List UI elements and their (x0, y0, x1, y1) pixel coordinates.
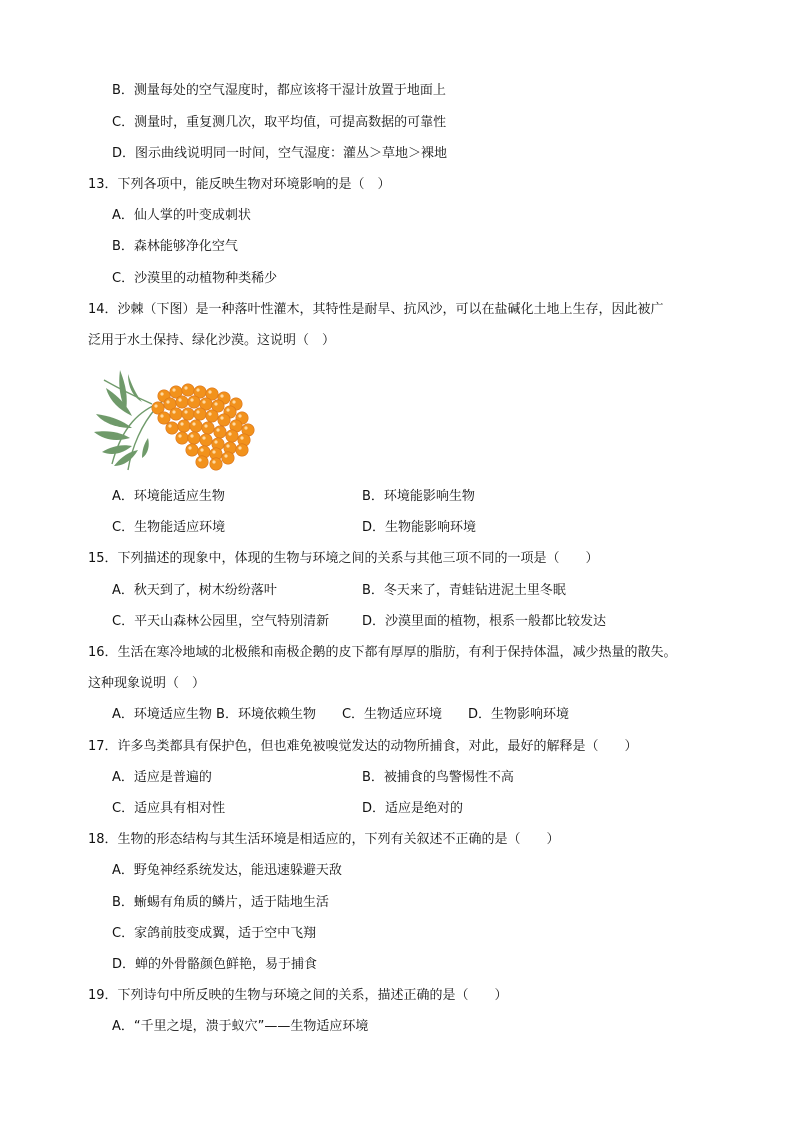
berry (176, 396, 188, 408)
q13-option-b: B．森林能够净化空气 (112, 239, 238, 254)
q14-stem-line1: 14．沙棘（下图）是一种落叶性灌木，其特性是耐旱、抗风沙，可以在盐碱化土地上生存，因此被广 (88, 302, 664, 317)
berry (200, 434, 212, 446)
berry-highlight (220, 416, 223, 419)
q17-option-c: C．适应具有相对性 (112, 801, 226, 816)
q12-option-c: C．测量时，重复测几次，取平均值，可提高数据的可靠性 (112, 115, 447, 130)
q14-option-c: C．生物能适应环境 (112, 520, 226, 535)
berry-highlight (208, 412, 211, 415)
berry-cluster (152, 384, 254, 470)
q18-option-d: D．蝉的外骨骼颜色鲜艳，易于捕食 (112, 957, 318, 972)
berry (194, 408, 206, 420)
berry-highlight (232, 400, 235, 403)
q15-option-d: D．沙漠里面的植物，根系一般都比较发达 (362, 614, 607, 629)
q18-option-a: A．野兔神经系统发达，能迅速躲避天敌 (112, 863, 342, 878)
q13-option-c: C．沙漠里的动植物种类稀少 (112, 271, 278, 286)
q17-option-d: D．适应是绝对的 (362, 801, 464, 816)
berry (178, 420, 190, 432)
berry-highlight (160, 392, 163, 395)
q17-option-b: B．被捕食的鸟警惕性不高 (362, 770, 514, 785)
berry (202, 422, 214, 434)
berry-highlight (184, 386, 187, 389)
q14-option-b: B．环境能影响生物 (362, 489, 475, 504)
berry-highlight (188, 446, 191, 449)
berry-highlight (168, 424, 171, 427)
q18-option-b: B．蜥蜴有角质的鳞片，适于陆地生活 (112, 895, 329, 910)
berry-highlight (202, 436, 205, 439)
berry (214, 426, 226, 438)
berry-highlight (208, 390, 211, 393)
q18-stem: 18．生物的形态结构与其生活环境是相适应的，下列有关叙述不正确的是（ ） (88, 832, 560, 847)
berry-highlight (154, 404, 157, 407)
q16-options: A．环境适应生物 B．环境依赖生物 C．生物适应环境 D．生物影响环境 (112, 707, 570, 722)
berry-highlight (196, 388, 199, 391)
berry-highlight (180, 422, 183, 425)
berry (176, 432, 188, 444)
berry (236, 444, 248, 456)
q12-option-b: B．测量每处的空气湿度时，都应该将干湿计放置于地面上 (112, 83, 446, 98)
berry-highlight (240, 436, 243, 439)
berry-highlight (178, 434, 181, 437)
berry (188, 432, 200, 444)
q19-stem: 19．下列诗句中所反映的生物与环境之间的关系，描述正确的是（ ） (88, 988, 508, 1003)
q14-option-a: A．环境能适应生物 (112, 489, 225, 504)
berry-highlight (226, 444, 229, 447)
berry (182, 408, 194, 420)
berry-highlight (172, 410, 175, 413)
q15-stem: 15．下列描述的现象中，体现的生物与环境之间的关系与其他三项不同的一项是（ ） (88, 551, 599, 566)
sea-buckthorn-berries-icon (92, 366, 258, 478)
berry-highlight (212, 450, 215, 453)
berry-highlight (196, 410, 199, 413)
q12-option-d: D．图示曲线说明同一时间，空气湿度：灌丛＞草地＞裸地 (112, 146, 448, 161)
berry-highlight (232, 422, 235, 425)
berry-highlight (160, 414, 163, 417)
q13-stem: 13．下列各项中，能反映生物对环境影响的是（ ） (88, 177, 391, 192)
berry-highlight (226, 408, 229, 411)
berry-highlight (200, 448, 203, 451)
q13-option-a: A．仙人掌的叶变成刺状 (112, 208, 251, 223)
berry (170, 408, 182, 420)
q17-stem: 17．许多鸟类都具有保护色，但也难免被嗅觉发达的动物所捕食，对此，最好的解释是（ ） (88, 739, 638, 754)
q14-stem-line2: 泛用于水土保持、绿化沙漠。这说明（ ） (88, 333, 336, 348)
q16-stem-line2: 这种现象说明（ ） (88, 676, 206, 691)
sea-buckthorn-image (92, 366, 258, 478)
berry-highlight (198, 458, 201, 461)
berry-highlight (166, 400, 169, 403)
q16-stem-line1: 16．生活在寒冷地域的北极熊和南极企鹅的皮下都有厚厚的脂肪，有利于保持体温，减少热量的散失。 (88, 645, 677, 660)
berry-highlight (220, 394, 223, 397)
q17-option-a: A．适应是普遍的 (112, 770, 212, 785)
berry-highlight (238, 446, 241, 449)
berry (166, 422, 178, 434)
berry-highlight (172, 388, 175, 391)
berry-highlight (192, 422, 195, 425)
berry (182, 384, 194, 396)
berry-highlight (224, 454, 227, 457)
berry (186, 444, 198, 456)
q18-option-c: C．家鸽前肢变成翼，适于空中飞翔 (112, 926, 317, 941)
berry (226, 430, 238, 442)
berry-highlight (212, 460, 215, 463)
berry (218, 414, 230, 426)
berry-highlight (202, 400, 205, 403)
berry-highlight (228, 432, 231, 435)
berry-highlight (238, 414, 241, 417)
q15-option-b: B．冬天来了，青蛙钻进泥土里冬眠 (362, 583, 566, 598)
berry (206, 410, 218, 422)
berry (210, 458, 222, 470)
berry-highlight (178, 398, 181, 401)
berry-highlight (214, 440, 217, 443)
berry-highlight (184, 410, 187, 413)
berry (222, 452, 234, 464)
berry-highlight (214, 402, 217, 405)
berry (190, 420, 202, 432)
berry-highlight (216, 428, 219, 431)
berry-highlight (190, 434, 193, 437)
berry (196, 456, 208, 468)
berry-highlight (204, 424, 207, 427)
berry (188, 396, 200, 408)
berry-highlight (190, 398, 193, 401)
q15-option-a: A．秋天到了，树木纷纷落叶 (112, 583, 277, 598)
q19-option-a: A．“千里之堤，溃于蚁穴”——生物适应环境 (112, 1019, 369, 1034)
berry (158, 412, 170, 424)
q14-option-d: D．生物能影响环境 (362, 520, 477, 535)
berry-highlight (244, 426, 247, 429)
q15-option-c: C．平天山森林公园里，空气特别清新 (112, 614, 330, 629)
